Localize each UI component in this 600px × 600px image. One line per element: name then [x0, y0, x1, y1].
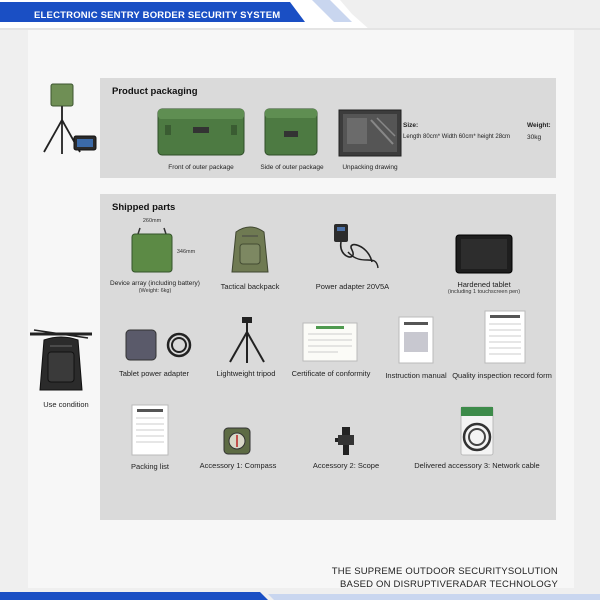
case-open-image [337, 108, 403, 158]
compass-label: Accessory 1: Compass [199, 461, 277, 470]
lightweight-tripod-image [224, 316, 270, 364]
scope-image [334, 426, 358, 456]
device-height-dimension: 346mm [176, 249, 196, 255]
case-front-image [155, 103, 247, 159]
footer-line-1: THE SUPREME OUTDOOR SECURITYSOLUTION [331, 566, 558, 577]
lightweight-tripod-label: Lightweight tripod [216, 369, 276, 378]
tablet-power-adapter-label: Tablet power adapter [118, 369, 190, 378]
page-title: ELECTRONIC SENTRY BORDER SECURITY SYSTEM [34, 10, 281, 21]
packaging-label-front: Front of outer package [168, 164, 234, 171]
hardened-tablet-label: Hardened tablet [457, 280, 511, 289]
use-condition-label: Use condition [43, 400, 89, 409]
compass-image [222, 426, 252, 456]
certificate-label: Certificate of conformity [291, 369, 371, 378]
quality-inspection-form-label: Quality inspection record form [452, 371, 552, 380]
hardened-tablet-sub: (including 1 touchscreen pen) [447, 289, 521, 295]
instruction-manual-label: Instruction manual [385, 371, 447, 380]
power-adapter-label: Power adapter 20V5A [315, 282, 390, 291]
packaging-label-unpacking: Unpacking drawing [342, 164, 398, 171]
device-on-tripod-image [38, 80, 100, 158]
top-banner [0, 0, 600, 30]
packaging-label-side: Side of outer package [260, 164, 324, 171]
certificate-image [302, 322, 358, 362]
device-array-image [128, 226, 176, 274]
hardened-tablet-image [455, 234, 513, 274]
device-width-dimension: 260mm [142, 218, 162, 224]
instruction-manual-image [398, 316, 434, 364]
footer-line-2: BASED ON DISRUPTIVERADAR TECHNOLOGY [340, 579, 558, 590]
scope-label: Accessory 2: Scope [312, 461, 380, 470]
tactical-backpack-image [228, 222, 272, 276]
shipped-parts-title: Shipped parts [112, 202, 176, 213]
weight-label: Weight: [527, 122, 551, 129]
case-side-image [262, 105, 320, 159]
network-cable-image [457, 406, 497, 456]
size-value: Length 80cm* Width 60cm* height 28cm [403, 134, 511, 140]
quality-inspection-form-image [484, 310, 526, 364]
device-array-weight: (Weight: 6kg) [138, 288, 172, 294]
tactical-backpack-label: Tactical backpack [220, 282, 280, 291]
packing-list-image [131, 404, 169, 456]
packing-list-label: Packing list [131, 462, 169, 471]
bottom-banner [0, 590, 600, 600]
tablet-power-adapter-image [124, 327, 198, 363]
device-array-label: Device array (including battery) [110, 280, 200, 287]
packaging-title: Product packaging [112, 86, 198, 97]
power-adapter-image [328, 222, 382, 272]
weight-value: 30kg [527, 134, 542, 141]
size-label: Size: [403, 122, 419, 129]
use-condition-image [28, 328, 94, 394]
network-cable-label: Delivered accessory 3: Network cable [414, 461, 540, 470]
